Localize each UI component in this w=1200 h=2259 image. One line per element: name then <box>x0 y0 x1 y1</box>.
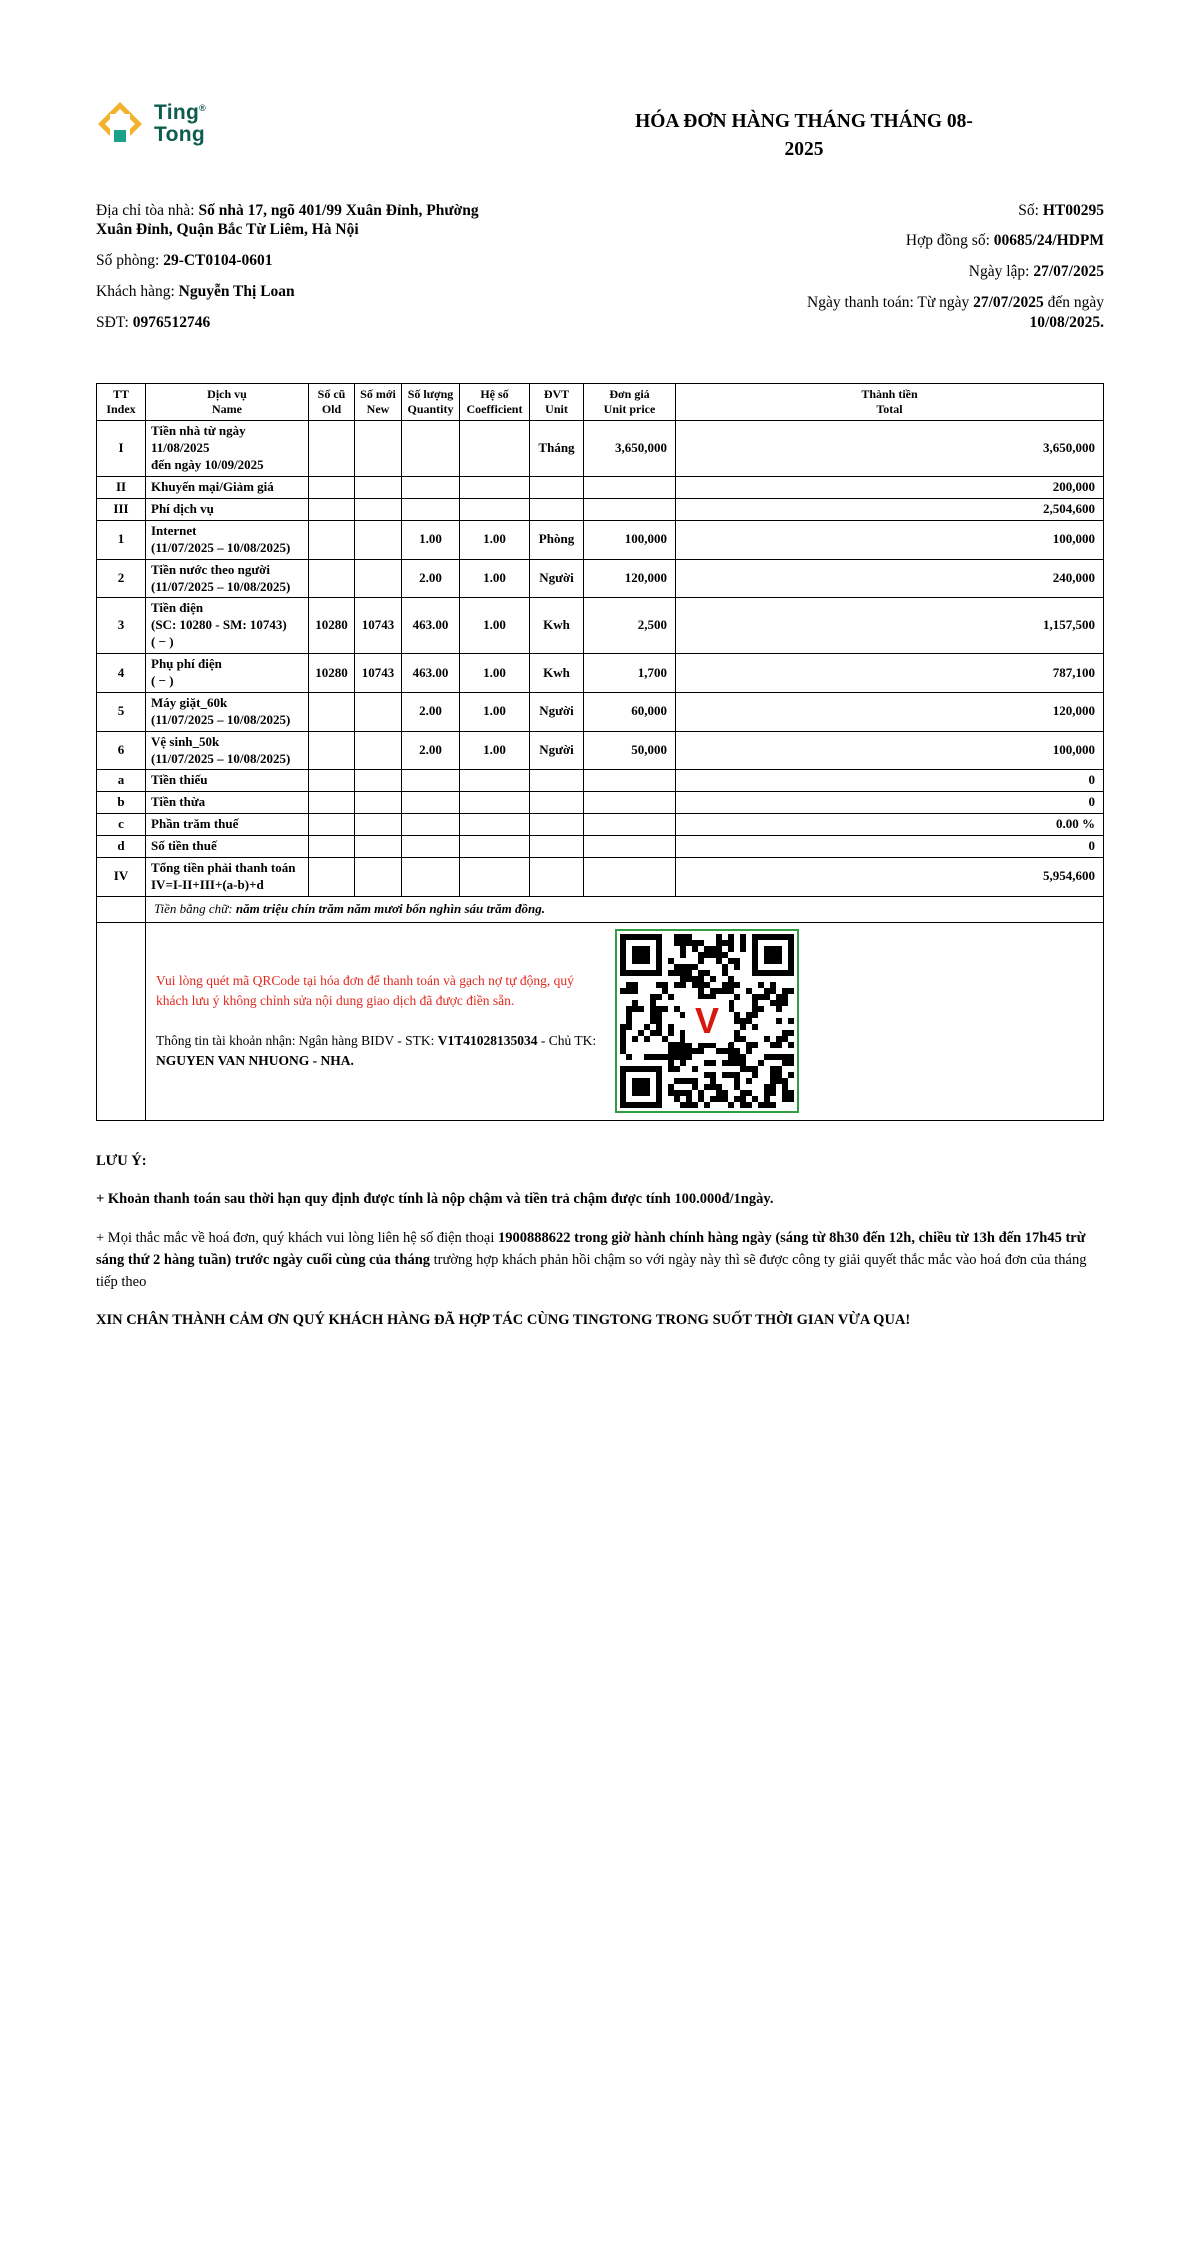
cell-total: 100,000 <box>676 731 1104 770</box>
cell-index: c <box>97 814 146 836</box>
cell-old <box>309 520 355 559</box>
cell-coef: 1.00 <box>460 654 530 693</box>
cell-coef <box>460 858 530 897</box>
table-row <box>97 598 1104 654</box>
cell-index: I <box>97 421 146 477</box>
note-hotline <box>96 1228 1104 1293</box>
account-label: Thông tin tài khoản nhận: Ngân hàng BIDV - STK: <box>156 1033 438 1049</box>
cell-old: 10280 <box>309 654 355 693</box>
address-value-line2: Xuân Đỉnh, Quận Bắc Từ Liêm, Hà Nội <box>96 220 359 238</box>
cell-index: a <box>97 770 146 792</box>
cell-service: Phần trăm thuế <box>146 814 309 836</box>
cell-price <box>584 836 676 858</box>
cell-qty: 2.00 <box>402 692 460 731</box>
brand-line2: Tong <box>154 123 205 146</box>
cell-total: 5,954,600 <box>676 858 1104 897</box>
invoice-title-line2: 2025 <box>784 139 824 161</box>
cell-service: Vệ sinh_50k (11/07/2025 – 10/08/2025) <box>146 731 309 770</box>
cell-price: 3,650,000 <box>584 421 676 477</box>
payment-period-to: 10/08/2025. <box>1029 313 1104 331</box>
cell-qty <box>402 477 460 499</box>
column-header-quantity: Số lượng Quantity <box>402 384 460 421</box>
cell-total: 787,100 <box>676 654 1104 693</box>
cell-unit: Người <box>530 692 584 731</box>
cell-old <box>309 421 355 477</box>
cell-new <box>355 520 402 559</box>
cell-unit: Phòng <box>530 520 584 559</box>
cell-old <box>309 770 355 792</box>
issue-date <box>624 262 1104 281</box>
contract-label: Hợp đồng số: <box>905 232 994 250</box>
payment-instructions <box>151 971 603 1072</box>
cell-coef <box>460 814 530 836</box>
cell-coef <box>460 421 530 477</box>
account-number: V1T41028135034 <box>437 1033 538 1049</box>
cell-unit <box>530 792 584 814</box>
contract-value: 00685/24/HDPM <box>993 232 1104 250</box>
cell-old <box>309 692 355 731</box>
note-hotline-number: 1900888622 trong giờ hành chính hàng ngày (sáng từ 8h30 đến 12h, chiều từ 13h đến 17h45 trừ sáng thứ 2 hàng tuần) <box>96 1230 1086 1268</box>
column-header-old: Số cũ Old <box>309 384 355 421</box>
cell-total: 0 <box>676 792 1104 814</box>
cell-old <box>309 792 355 814</box>
cell-price <box>584 814 676 836</box>
cell-unit: Tháng <box>530 421 584 477</box>
cell-index: III <box>97 498 146 520</box>
phone-label: SĐT: <box>96 313 133 331</box>
cell-price <box>584 770 676 792</box>
cell-index: IV <box>97 858 146 897</box>
customer-value: Nguyễn Thị Loan <box>178 282 295 300</box>
cell-coef <box>460 477 530 499</box>
table-row <box>97 770 1104 792</box>
cell-new <box>355 836 402 858</box>
cell-price: 2,500 <box>584 598 676 654</box>
table-row <box>97 836 1104 858</box>
note-late-payment: + Khoản thanh toán sau thời hạn quy định được tính là nộp chậm và tiền trả chậm được tính 100.000đ/1ngày. <box>96 1191 774 1208</box>
phone-value: 0976512746 <box>132 313 211 331</box>
tingtong-logo-icon <box>96 100 144 148</box>
cell-unit <box>530 836 584 858</box>
cell-index <box>97 922 146 1120</box>
cell-new <box>355 731 402 770</box>
cell-new <box>355 498 402 520</box>
cell-total: 100,000 <box>676 520 1104 559</box>
customer-name <box>96 282 576 301</box>
room-number <box>96 251 576 270</box>
payment-cell <box>146 922 1104 1120</box>
invoice-title <box>504 100 1104 165</box>
cell-service: Internet (11/07/2025 – 10/08/2025) <box>146 520 309 559</box>
payment-period <box>624 293 1104 332</box>
cell-unit <box>530 477 584 499</box>
cell-coef <box>460 770 530 792</box>
amount-in-words-row <box>97 896 1104 922</box>
cell-index: d <box>97 836 146 858</box>
cell-total: 2,504,600 <box>676 498 1104 520</box>
cell-service: Tiền điện (SC: 10280 - SM: 10743) ( − ) <box>146 598 309 654</box>
invoice-meta <box>624 201 1104 344</box>
cell-qty <box>402 858 460 897</box>
column-header-coefficient: Hệ số Coefficient <box>460 384 530 421</box>
qr-center-logo <box>685 999 729 1043</box>
cell-price <box>584 477 676 499</box>
cell-coef: 1.00 <box>460 731 530 770</box>
address-label: Địa chỉ tòa nhà: <box>96 201 199 219</box>
cell-qty <box>402 792 460 814</box>
payment-period-prefix: Ngày thanh toán: Từ ngày <box>807 294 974 312</box>
cell-total: 120,000 <box>676 692 1104 731</box>
cell-unit <box>530 498 584 520</box>
table-row <box>97 477 1104 499</box>
table-row <box>97 421 1104 477</box>
cell-service: Khuyến mại/Giảm giá <box>146 477 309 499</box>
note-hotline-tail: trường hợp khách phản hồi chậm so với ngày này thì sẽ được công ty giải quyết thắc mắc vào hoá đơn của tháng tiếp theo <box>96 1251 1087 1290</box>
cell-unit <box>530 858 584 897</box>
cell-index: 1 <box>97 520 146 559</box>
amount-in-words-value: năm triệu chín trăm năm mươi bốn nghìn sáu trăm đồng. <box>235 900 546 916</box>
cell-unit: Người <box>530 559 584 598</box>
cell-unit: Kwh <box>530 598 584 654</box>
cell-old <box>309 559 355 598</box>
invoice-header <box>96 100 1104 165</box>
cell-total: 3,650,000 <box>676 421 1104 477</box>
invoice-number <box>624 201 1104 220</box>
issue-date-label: Ngày lập: <box>968 263 1034 281</box>
cell-unit <box>530 814 584 836</box>
cell-price <box>584 498 676 520</box>
table-row <box>97 692 1104 731</box>
cell-new <box>355 792 402 814</box>
cell-new <box>355 559 402 598</box>
cell-old <box>309 858 355 897</box>
cell-service: Tiền nhà từ ngày 11/08/2025 đến ngày 10/09/2025 <box>146 421 309 477</box>
cell-old <box>309 731 355 770</box>
cell-new <box>355 770 402 792</box>
cell-coef: 1.00 <box>460 692 530 731</box>
cell-qty: 463.00 <box>402 598 460 654</box>
cell-service: Tổng tiền phải thanh toán IV=I-II+III+(a-b)+d <box>146 858 309 897</box>
cell-service: Tiền thiếu <box>146 770 309 792</box>
cell-new <box>355 814 402 836</box>
table-row <box>97 792 1104 814</box>
cell-qty <box>402 421 460 477</box>
cell-new: 10743 <box>355 654 402 693</box>
cell-new <box>355 858 402 897</box>
cell-new: 10743 <box>355 598 402 654</box>
cell-unit <box>530 770 584 792</box>
cell-service: Tiền nước theo người (11/07/2025 – 10/08/2025) <box>146 559 309 598</box>
invoice-number-label: Số: <box>1018 201 1043 219</box>
cell-qty <box>402 836 460 858</box>
cell-index: 5 <box>97 692 146 731</box>
cell-total: 200,000 <box>676 477 1104 499</box>
cell-new <box>355 421 402 477</box>
cell-qty <box>402 770 460 792</box>
cell-service: Phụ phí điện ( − ) <box>146 654 309 693</box>
qr-code <box>615 929 799 1113</box>
closing-thanks: XIN CHÂN THÀNH CẢM ƠN QUÝ KHÁCH HÀNG ĐÃ HỢP TÁC CÙNG TINGTONG TRONG SUỐT THỜI GIAN VỪA QUA! <box>96 1312 911 1329</box>
cell-old <box>309 814 355 836</box>
cell-coef <box>460 792 530 814</box>
cell-total: 1,157,500 <box>676 598 1104 654</box>
cell-service: Phí dịch vụ <box>146 498 309 520</box>
table-row <box>97 498 1104 520</box>
cell-coef <box>460 836 530 858</box>
table-row-total <box>97 858 1104 897</box>
qr-logo-v-icon: V <box>694 1000 719 1042</box>
column-header-new: Số mới New <box>355 384 402 421</box>
tingtong-logo <box>96 100 206 148</box>
cell-total: 0.00 % <box>676 814 1104 836</box>
table-row <box>97 559 1104 598</box>
cell-index: 4 <box>97 654 146 693</box>
brand-name <box>154 102 206 146</box>
issue-date-value: 27/07/2025 <box>1033 263 1104 281</box>
cell-service: Số tiền thuế <box>146 836 309 858</box>
cell-index: 6 <box>97 731 146 770</box>
column-header-unit-price: Đơn giá Unit price <box>584 384 676 421</box>
cell-unit: Người <box>530 731 584 770</box>
column-header-index: TT Index <box>97 384 146 421</box>
cell-price <box>584 792 676 814</box>
payment-period-suffix: đến ngày <box>1043 294 1104 312</box>
cell-index: b <box>97 792 146 814</box>
invoice-info <box>96 201 1104 344</box>
table-row <box>97 814 1104 836</box>
cell-price: 1,700 <box>584 654 676 693</box>
cell-total: 240,000 <box>676 559 1104 598</box>
column-header-total: Thành tiền Total <box>676 384 1104 421</box>
table-row <box>97 520 1104 559</box>
room-value: 29-CT0104-0601 <box>163 251 273 269</box>
contract-number <box>624 231 1104 250</box>
registered-mark: ® <box>199 102 207 113</box>
cell-qty: 2.00 <box>402 559 460 598</box>
column-header-unit: ĐVT Unit <box>530 384 584 421</box>
cell-qty: 1.00 <box>402 520 460 559</box>
bank-account-info <box>156 1031 603 1072</box>
cell-coef: 1.00 <box>460 520 530 559</box>
cell-price: 50,000 <box>584 731 676 770</box>
account-holder: NGUYEN VAN NHUONG - NHA. <box>156 1053 354 1069</box>
invoice-page <box>96 0 1104 1332</box>
cell-new <box>355 477 402 499</box>
cell-total: 0 <box>676 770 1104 792</box>
cell-coef: 1.00 <box>460 559 530 598</box>
room-label: Số phòng: <box>96 251 164 269</box>
cell-old <box>309 498 355 520</box>
cell-price: 100,000 <box>584 520 676 559</box>
brand-line1: Ting <box>154 100 200 124</box>
column-header-service: Dịch vụ Name <box>146 384 309 421</box>
cell-qty <box>402 498 460 520</box>
cell-index: 3 <box>97 598 146 654</box>
cell-new <box>355 692 402 731</box>
cell-coef <box>460 498 530 520</box>
table-row <box>97 731 1104 770</box>
cell-total: 0 <box>676 836 1104 858</box>
note-hotline-text: + Mọi thắc mắc về hoá đơn, quý khách vui lòng liên hệ số điện thoại <box>96 1230 499 1247</box>
cell-index: II <box>97 477 146 499</box>
cell-price: 120,000 <box>584 559 676 598</box>
account-holder-label: - Chủ TK: <box>537 1033 597 1049</box>
cell-service: Tiền thừa <box>146 792 309 814</box>
customer-label: Khách hàng: <box>96 282 179 300</box>
cell-index <box>97 896 146 922</box>
invoice-number-value: HT00295 <box>1042 201 1104 219</box>
customer-phone <box>96 313 576 332</box>
amount-in-words <box>146 896 1104 922</box>
charges-table <box>96 383 1104 1120</box>
amount-in-words-label: Tiền bằng chữ: <box>154 900 236 916</box>
note-hotline-deadline: trước ngày cuối cùng của tháng <box>231 1251 434 1268</box>
cell-old <box>309 836 355 858</box>
cell-service: Máy giặt_60k (11/07/2025 – 10/08/2025) <box>146 692 309 731</box>
customer-info <box>96 201 576 344</box>
cell-price: 60,000 <box>584 692 676 731</box>
payment-period-from: 27/07/2025 <box>973 294 1044 312</box>
payment-row <box>97 922 1104 1120</box>
cell-index: 2 <box>97 559 146 598</box>
building-address <box>96 201 576 240</box>
table-header-row <box>97 384 1104 421</box>
cell-qty: 463.00 <box>402 654 460 693</box>
cell-old: 10280 <box>309 598 355 654</box>
address-value-line1: Số nhà 17, ngõ 401/99 Xuân Đỉnh, Phường <box>198 201 479 219</box>
cell-price <box>584 858 676 897</box>
notes-section <box>96 1151 1104 1333</box>
table-row <box>97 654 1104 693</box>
cell-qty <box>402 814 460 836</box>
invoice-title-line1: HÓA ĐƠN HÀNG THÁNG THÁNG 08- <box>635 111 973 132</box>
qr-instruction-text: Vui lòng quét mã QRCode tại hóa đơn để thanh toán và gạch nợ tự động, quý khách lưu ý không chỉnh sửa nội dung giao dịch đã được điền sẵn. <box>156 972 574 1008</box>
cell-unit: Kwh <box>530 654 584 693</box>
cell-coef: 1.00 <box>460 598 530 654</box>
cell-old <box>309 477 355 499</box>
notes-title: LƯU Ý: <box>96 1152 147 1169</box>
cell-qty: 2.00 <box>402 731 460 770</box>
